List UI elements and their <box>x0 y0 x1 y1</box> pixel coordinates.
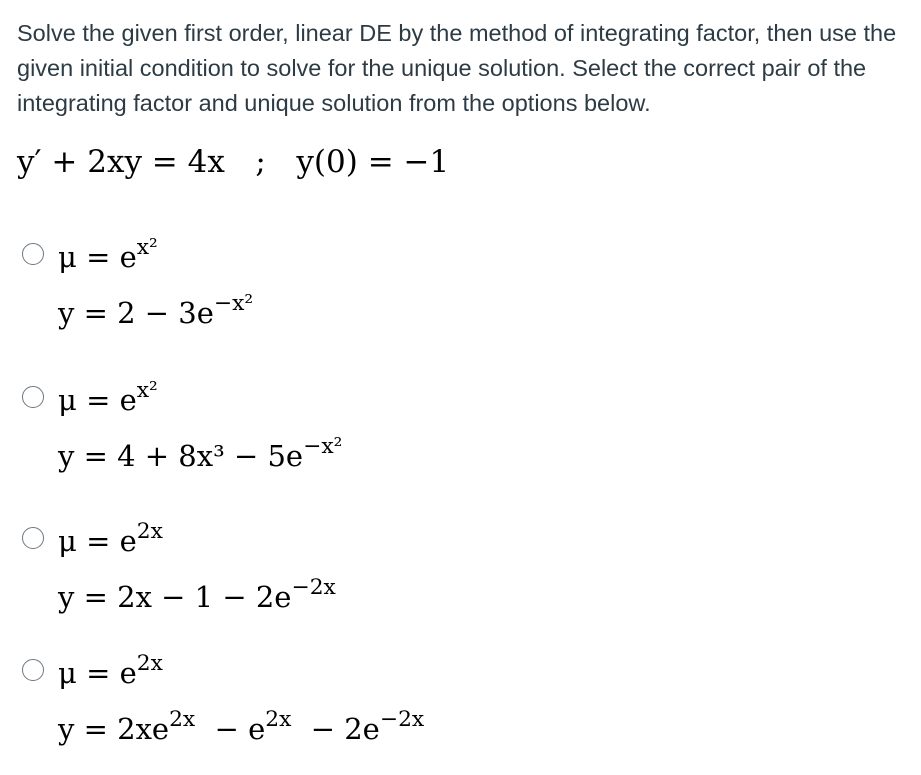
option-2-y-base: y = 4 + 8x³ − 5e <box>58 439 304 473</box>
option-2-solution <box>58 433 343 476</box>
equation-separator: ; <box>255 144 266 180</box>
option-3-y-exponent: −2x <box>291 574 336 600</box>
option-1-y-exponent: −x² <box>213 290 254 316</box>
option-3-y-base: y = 2x − 1 − 2e <box>58 580 292 614</box>
option-2-integrating-factor <box>58 377 158 420</box>
option-4-solution <box>58 706 425 749</box>
option-4-mu-exponent: 2x <box>136 650 163 676</box>
option-4-y-exponent: 2x <box>169 706 196 732</box>
radio-button-2[interactable] <box>22 386 44 408</box>
option-4-mu-base: μ = e <box>58 656 137 690</box>
option-3-mu-exponent: 2x <box>136 518 163 544</box>
answer-option-1[interactable] <box>22 234 722 353</box>
option-4-y-tail-exponent: 2x <box>265 706 292 732</box>
option-2-mu-base: μ = e <box>58 383 137 417</box>
option-3-solution <box>58 574 336 617</box>
option-1-mu-exponent: x² <box>136 234 158 260</box>
option-4-y-tail2-exponent: −2x <box>379 706 425 732</box>
option-4-y-base: y = 2xe <box>58 712 170 746</box>
option-1-solution <box>58 290 254 333</box>
initial-condition: y(0) = −1 <box>296 144 450 180</box>
option-4-integrating-factor <box>58 650 163 693</box>
differential-equation <box>17 140 449 184</box>
equation-lhs: y′ + 2xy = 4x <box>17 144 225 180</box>
radio-button-3[interactable] <box>22 527 44 549</box>
option-1-mu-base: μ = e <box>58 240 137 274</box>
question-prompt: Solve the given first order, linear DE by the method of integrating factor, then use the given initial condition to solve for the unique solution. Select the correct pair of the integrating factor and unique solution from the options below. <box>17 20 897 116</box>
option-3-integrating-factor <box>58 518 163 561</box>
radio-button-1[interactable] <box>22 243 44 265</box>
answer-option-3[interactable] <box>22 518 722 637</box>
option-4-y-tail2: − 2e <box>310 712 380 746</box>
option-4-y-tail: − e <box>214 712 266 746</box>
option-3-mu-base: μ = e <box>58 524 137 558</box>
answer-option-4[interactable] <box>22 650 722 769</box>
option-1-integrating-factor <box>58 234 158 277</box>
option-2-y-exponent: −x² <box>303 433 343 459</box>
answer-option-2[interactable] <box>22 377 722 496</box>
option-1-y-base: y = 2 − 3e <box>58 296 214 330</box>
option-2-mu-exponent: x² <box>136 377 158 403</box>
radio-button-4[interactable] <box>22 659 44 681</box>
